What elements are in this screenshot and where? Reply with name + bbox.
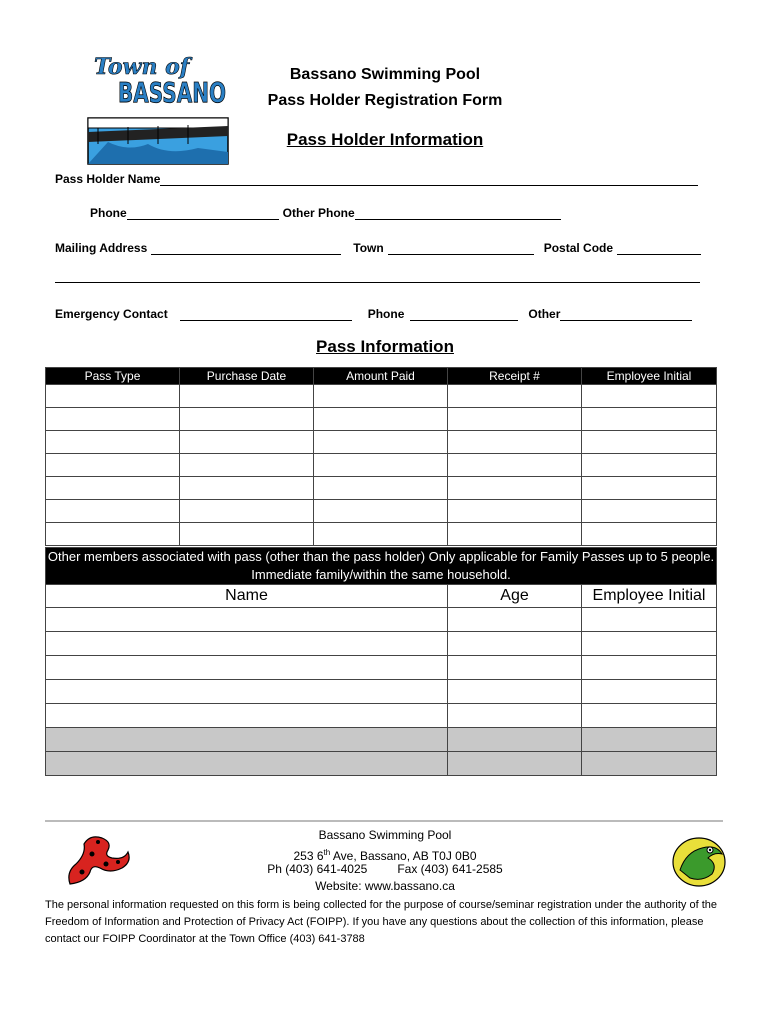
address-continuation-line[interactable] <box>55 282 700 283</box>
table-cell[interactable] <box>180 385 314 408</box>
table-row <box>46 680 717 704</box>
mailing-address-field[interactable] <box>151 243 341 255</box>
footer-pool-name: Bassano Swimming Pool <box>318 828 452 842</box>
emergency-phone-field[interactable] <box>410 309 518 321</box>
town-label: Town <box>353 241 384 255</box>
pass-table-header <box>46 368 717 385</box>
postal-code-label: Postal Code <box>543 241 614 255</box>
table-cell[interactable] <box>582 477 717 500</box>
footer-divider <box>45 820 723 822</box>
table-row <box>46 523 717 546</box>
table-cell[interactable] <box>314 385 448 408</box>
table-cell[interactable] <box>46 680 448 704</box>
form-title-line2: Pass Holder Registration Form <box>267 92 503 109</box>
table-cell[interactable] <box>180 454 314 477</box>
table-cell[interactable] <box>46 608 448 632</box>
table-row <box>46 385 717 408</box>
col-receipt: Receipt # <box>448 368 582 385</box>
form-title-line1: Bassano Swimming Pool <box>289 66 481 83</box>
table-row <box>46 608 717 632</box>
table-cell[interactable] <box>582 752 717 776</box>
table-row <box>46 752 717 776</box>
table-cell[interactable] <box>582 431 717 454</box>
table-cell[interactable] <box>582 608 717 632</box>
footer-website: Website: www.bassano.ca <box>315 879 455 893</box>
table-cell[interactable] <box>46 454 180 477</box>
table-cell[interactable] <box>180 477 314 500</box>
col-age: Age <box>448 585 582 608</box>
other-phone-label: Other Phone <box>282 206 355 220</box>
footer-address-pre: 253 6 <box>293 849 324 863</box>
table-cell[interactable] <box>448 454 582 477</box>
pass-holder-name-field[interactable] <box>160 174 698 186</box>
table-cell[interactable] <box>46 752 448 776</box>
table-cell[interactable] <box>448 477 582 500</box>
pass-holder-section-title: Pass Holder Information <box>286 130 484 149</box>
table-cell[interactable] <box>46 500 180 523</box>
table-row <box>46 408 717 431</box>
table-cell[interactable] <box>448 523 582 546</box>
footer-contact <box>200 861 570 878</box>
col-member-employee-initial: Employee Initial <box>582 585 717 608</box>
footer-phone: Ph (403) 641-4025 <box>267 862 368 876</box>
table-cell[interactable] <box>582 728 717 752</box>
salamander-icon <box>62 832 134 890</box>
table-cell[interactable] <box>448 704 582 728</box>
table-cell[interactable] <box>314 431 448 454</box>
table-row <box>46 728 717 752</box>
logo-line1: Town of <box>94 54 190 80</box>
members-header-text: Other members associated with pass (other than the pass holder) Only applicable for Family Passes up to 5 people. Immediate family/within the same household. <box>46 548 717 585</box>
table-row <box>46 477 717 500</box>
table-cell[interactable] <box>448 728 582 752</box>
logo-line2: BASSANO <box>118 76 226 109</box>
table-cell[interactable] <box>180 431 314 454</box>
town-logo <box>88 52 230 164</box>
table-cell[interactable] <box>448 385 582 408</box>
town-field[interactable] <box>388 243 534 255</box>
table-cell[interactable] <box>582 656 717 680</box>
table-row <box>46 500 717 523</box>
phone-field[interactable] <box>127 208 279 220</box>
table-cell[interactable] <box>582 704 717 728</box>
alligator-icon <box>668 830 730 890</box>
emergency-row <box>55 307 692 321</box>
pass-info-section-title: Pass Information <box>316 337 454 356</box>
table-cell[interactable] <box>314 477 448 500</box>
table-cell[interactable] <box>448 500 582 523</box>
footer-fax: Fax (403) 641-2585 <box>397 862 503 876</box>
table-row <box>46 431 717 454</box>
table-cell[interactable] <box>448 632 582 656</box>
table-cell[interactable] <box>448 752 582 776</box>
phone-label: Phone <box>90 206 127 220</box>
table-row <box>46 632 717 656</box>
table-cell[interactable] <box>448 680 582 704</box>
members-columns-row <box>46 585 717 608</box>
table-row <box>46 454 717 477</box>
table-cell[interactable] <box>46 523 180 546</box>
table-cell[interactable] <box>180 500 314 523</box>
col-name: Name <box>46 585 448 608</box>
col-purchase-date: Purchase Date <box>180 368 314 385</box>
other-contact-field[interactable] <box>560 309 692 321</box>
table-cell[interactable] <box>180 408 314 431</box>
members-header-row <box>46 548 717 585</box>
table-cell[interactable] <box>448 656 582 680</box>
members-table <box>45 547 717 776</box>
footer-address-post: Ave, Bassano, AB T0J 0B0 <box>330 849 477 863</box>
privacy-notice: The personal information requested on this form is being collected for the purpose of course/seminar registration under the authority of the Freedom of Information and Protection of Privacy Act (FOIPP). If you have any questions about the collection of this information, please contact our FOIPP Coordinator at the Town Office (403) 641-3788 <box>45 899 717 945</box>
table-row <box>46 656 717 680</box>
pass-holder-name-row <box>55 172 698 186</box>
table-cell[interactable] <box>314 523 448 546</box>
table-cell[interactable] <box>314 408 448 431</box>
col-pass-type: Pass Type <box>46 368 180 385</box>
table-cell[interactable] <box>46 431 180 454</box>
table-cell[interactable] <box>582 680 717 704</box>
pass-holder-name-label: Pass Holder Name <box>55 172 161 186</box>
table-cell[interactable] <box>46 656 448 680</box>
phone-row <box>90 206 561 220</box>
table-cell[interactable] <box>46 477 180 500</box>
table-row <box>46 704 717 728</box>
other-contact-label: Other <box>528 307 561 321</box>
footer-address-sup: th <box>323 848 331 857</box>
table-cell[interactable] <box>582 523 717 546</box>
emergency-contact-label: Emergency Contact <box>55 307 168 321</box>
other-phone-field[interactable] <box>355 208 561 220</box>
table-cell[interactable] <box>314 454 448 477</box>
table-cell[interactable] <box>582 500 717 523</box>
table-cell[interactable] <box>582 385 717 408</box>
table-cell[interactable] <box>46 704 448 728</box>
table-cell[interactable] <box>46 408 180 431</box>
table-cell[interactable] <box>180 523 314 546</box>
mailing-row <box>55 241 701 255</box>
emergency-contact-field[interactable] <box>180 309 352 321</box>
col-amount-paid: Amount Paid <box>314 368 448 385</box>
table-cell[interactable] <box>448 608 582 632</box>
mailing-address-label: Mailing Address <box>55 241 148 255</box>
table-cell[interactable] <box>582 408 717 431</box>
table-cell[interactable] <box>582 632 717 656</box>
table-cell[interactable] <box>582 454 717 477</box>
table-cell[interactable] <box>46 385 180 408</box>
emergency-phone-label: Phone <box>367 307 405 321</box>
col-employee-initial: Employee Initial <box>582 368 717 385</box>
table-cell[interactable] <box>46 728 448 752</box>
pass-info-table <box>45 367 717 546</box>
table-cell[interactable] <box>314 500 448 523</box>
table-cell[interactable] <box>46 632 448 656</box>
table-cell[interactable] <box>448 431 582 454</box>
table-cell[interactable] <box>448 408 582 431</box>
postal-code-field[interactable] <box>617 243 701 255</box>
